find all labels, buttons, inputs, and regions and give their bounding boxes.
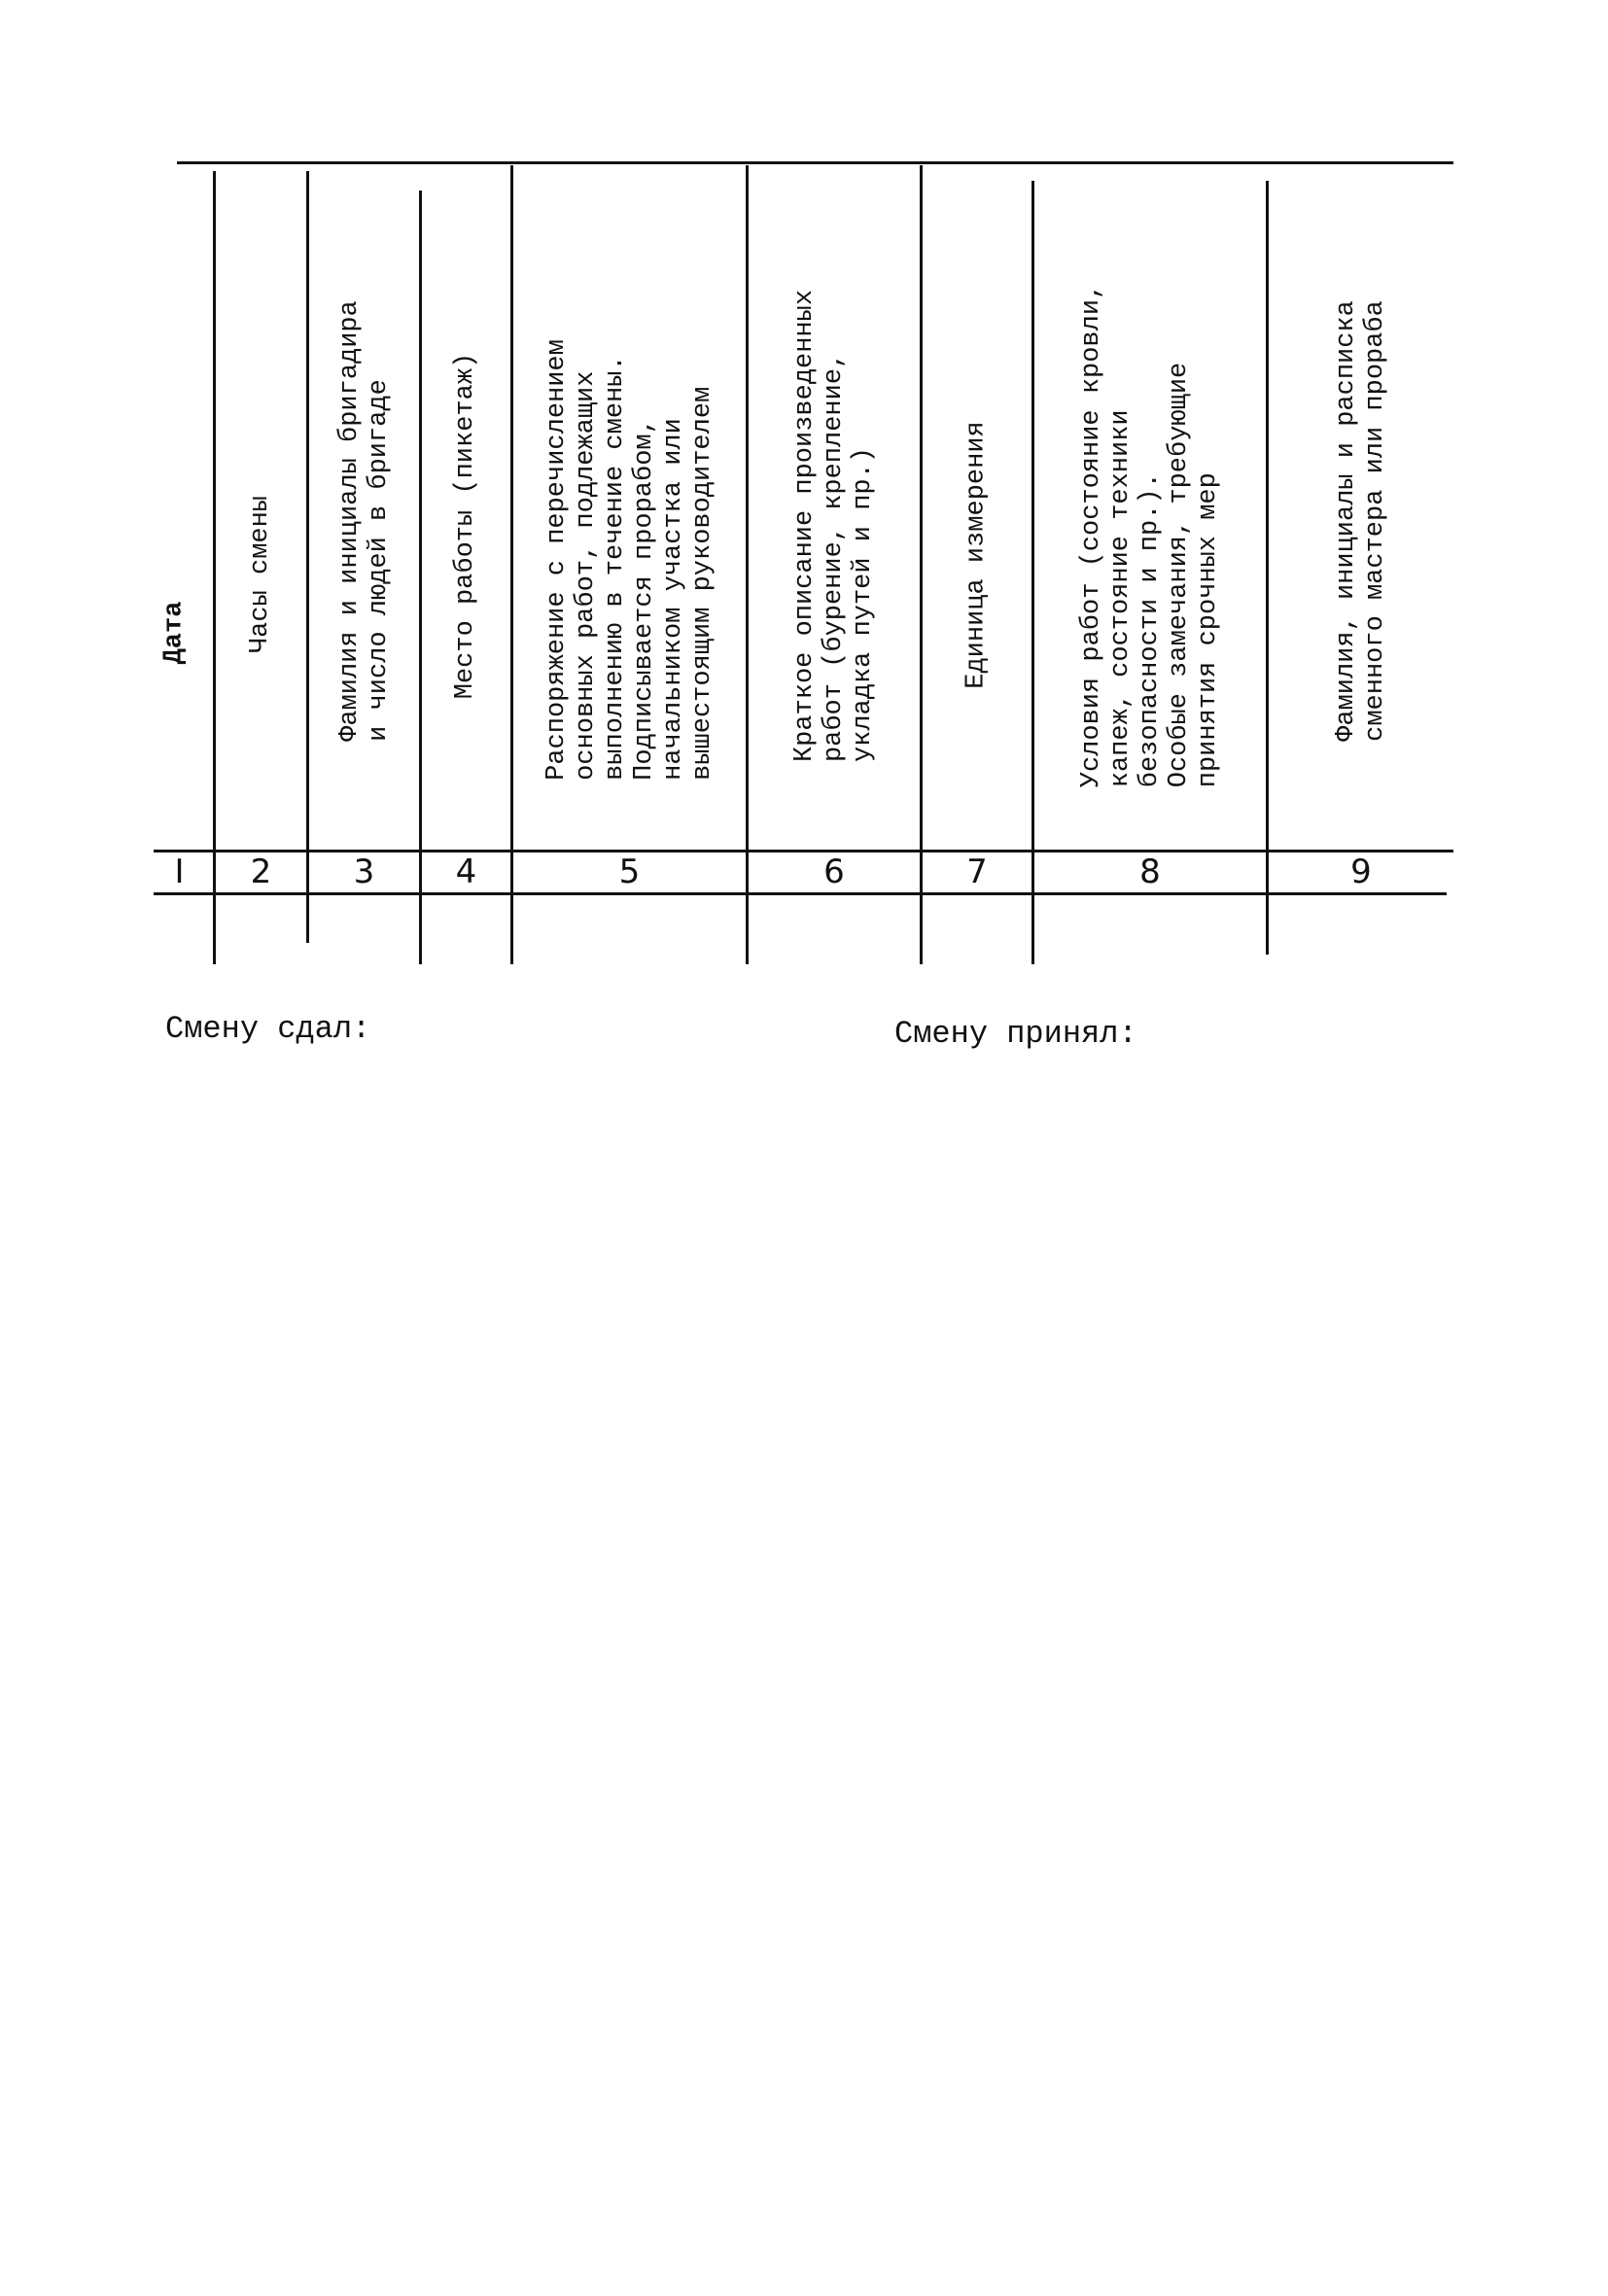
column-header-unit [923,171,1031,842]
header-line: Фамилия и инициалы бригадира [334,300,365,742]
header-line: безопасности и пр.). [1136,472,1166,788]
column-header-master-signature [1269,171,1453,842]
header-line: капеж, состояние техники [1106,409,1136,788]
header-line: начальником участка или [658,418,688,781]
column-number-5: 5 [618,852,641,891]
column-number-9: 9 [1350,852,1372,891]
column-number-6: 6 [823,852,845,891]
column-header-work-description [749,171,920,842]
header-line: Фамилия, инициалы и расписка [1332,300,1361,742]
column-number-2: 2 [250,852,272,891]
header-line: Часы смены [246,495,276,654]
column-number-4: 4 [455,852,477,891]
header-line: Условия работ (состояние кровли, [1077,283,1107,788]
header-line: сменного мастера или прораба [1361,300,1390,742]
header-line: укладка путей и пр.) [849,446,878,763]
column-header-conditions [1034,171,1266,842]
header-line: вышестоящим руководителем [687,386,717,781]
column-header-shift-hours [216,171,306,842]
shift-accepted-label: Смену принял: [894,1016,1137,1052]
column-number-1: I [174,852,185,891]
header-line: Распоряжение с перечислением [542,339,572,781]
header-line: Единица измерения [962,421,993,689]
shift-handed-over-label: Смену сдал: [165,1011,371,1047]
column-number-7: 7 [966,852,988,891]
header-line: Особые замечания, требующие [1165,362,1195,788]
column-number-3: 3 [353,852,375,891]
header-line: и число людей в бригаде [364,379,394,742]
header-line: Краткое описание произведенных [790,289,820,763]
column-header-order [513,171,746,842]
header-line: выполнению в течение смены. [600,355,630,781]
header-line: Место работы (пикетаж) [451,352,481,700]
column-header-workplace [422,171,510,842]
column-header-foreman [309,171,419,842]
table-top-border [177,161,1453,164]
header-line: Дата [159,601,190,665]
header-line: Подписывается прорабом, [629,418,659,781]
column-number-8: 8 [1139,852,1161,891]
header-line: принятия срочных мер [1194,472,1224,788]
header-line: работ (бурение, крепление, [820,352,849,763]
numbers-bottom-border [154,892,1447,895]
column-header-date [136,171,213,842]
header-line: основных работ, подлежащих [571,370,601,781]
